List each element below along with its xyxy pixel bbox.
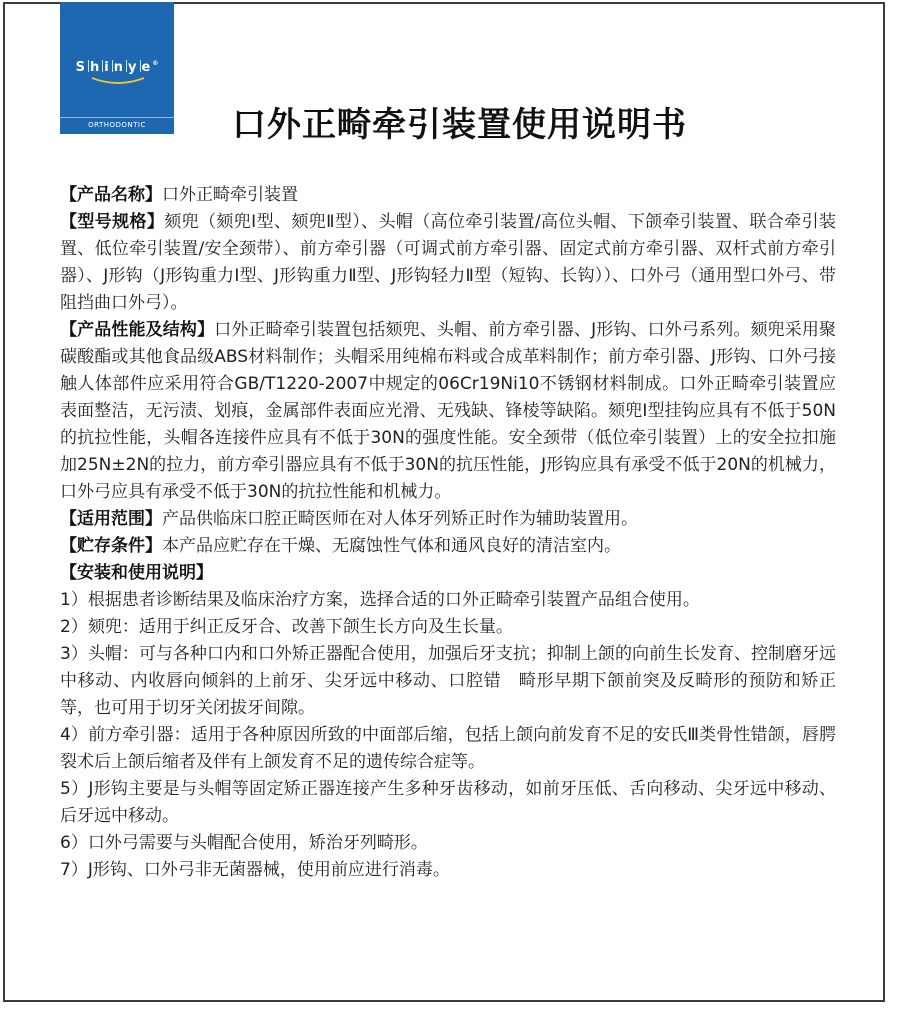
- logo-divider: [126, 60, 127, 72]
- section-text: 产品供临床口腔正畸医师在对人体牙列矫正时作为辅助装置用。: [162, 509, 638, 529]
- section-text: 口外正畸牵引装置包括颏兜、头帽、前方牵引器、J形钩、口外弓系列。颏兜采用聚碳酸酯或其他食品级ABS材料制作；头帽采用纯棉布料或合成革料制作；前方牵引器、J形钩、口外弓接触人体部件应采用符合GB/T1220-2007中规定的06Cr19Ni10不锈钢材料制成。口外正畸牵引装置应表面整洁，无污渍、划痕，金属部件表面应光滑、无残缺、锋棱等缺陷。颏兜Ⅰ型挂钩应具有不低于50N的抗拉性能，头帽各连接件应具有不低于30N的强度性能。安全颈带（低位牵引装置）上的安全拉扣施加25N±2N的拉力，前方牵引器应具有不低于30N的抗压性能，J形钩应具有承受不低于20N的机械力，口外弓应具有承受不低于30N的抗拉性能和机械力。: [60, 320, 837, 502]
- section-text: 颏兜（颏兜Ⅰ型、颏兜Ⅱ型）、头帽（高位牵引装置/高位头帽、下颌牵引装置、联合牵引装置、低位牵引装置/安全颈带）、前方牵引器（可调式前方牵引器、固定式前方牵引器、双杆式前方牵引器）、J形钩（J形钩重力Ⅰ型、J形钩重力Ⅱ型、J形钩轻力Ⅱ型（短钩、长钩））、口外弓（通用型口外弓、带阻挡曲口外弓）。: [60, 212, 837, 313]
- logo-wordmark: [60, 60, 174, 75]
- logo-letter: y: [128, 60, 139, 75]
- instruction-item: 7）J形钩、口外弓非无菌器械，使用前应进行消毒。: [60, 860, 450, 880]
- instruction-item: 3）头帽：可与各种口内和口外矫正器配合使用，加强后牙支抗；抑制上颌的向前生长发育、控制磨牙远中移动、内收唇向倾斜的上前牙、尖牙远中移动、口腔错 畸形早期下颌前突及反畸形的预防和矫正等，也可用于切牙关闭拔牙间隙。: [60, 644, 836, 718]
- section-label: 【型号规格】: [60, 212, 165, 232]
- instruction-item: 6）口外弓需要与头帽配合使用，矫治牙列畸形。: [60, 833, 428, 853]
- section-label: 【产品性能及结构】: [60, 320, 215, 340]
- logo-divider: [112, 60, 113, 72]
- page-title: 口外正畸牵引装置使用说明书: [232, 105, 687, 145]
- logo-letter: i: [104, 60, 111, 75]
- section-model-spec: [60, 209, 836, 317]
- section-performance-structure: [60, 317, 836, 506]
- logo-letter: e: [141, 60, 153, 75]
- section-label: 【适用范围】: [60, 509, 162, 529]
- section-storage: [60, 533, 836, 560]
- logo-subtitle: ORTHODONTIC: [60, 117, 174, 134]
- section-label: 【安装和使用说明】: [60, 563, 213, 583]
- logo-divider: [102, 60, 103, 72]
- section-product-name: [60, 182, 836, 209]
- instruction-item: 2）颏兜：适用于纠正反牙合、改善下颌生长方向及生长量。: [60, 617, 513, 637]
- section-label: 【产品名称】: [60, 185, 162, 205]
- logo-divider: [140, 60, 141, 72]
- logo-letter: n: [113, 60, 126, 75]
- instruction-item: 5）J形钩主要是与头帽等固定矫正器连接产生多种牙齿移动，如前牙压低、舌向移动、尖牙远中移动、后牙远中移动。: [60, 779, 836, 826]
- document-body: [60, 182, 836, 884]
- brand-logo: [60, 2, 174, 134]
- logo-divider: [88, 60, 89, 72]
- section-label: 【贮存条件】: [60, 536, 162, 556]
- logo-letter: h: [90, 60, 102, 75]
- trademark-symbol: ®: [152, 60, 159, 67]
- section-text: 本产品应贮存在干燥、无腐蚀性气体和通风良好的清洁室内。: [162, 536, 621, 556]
- section-text: 口外正畸牵引装置: [162, 185, 298, 205]
- instruction-item: 1）根据患者诊断结果及临床治疗方案，选择合适的口外正畸牵引装置产品组合使用。: [60, 590, 700, 610]
- section-scope: [60, 506, 836, 533]
- smile-icon: [90, 76, 146, 86]
- logo-letter: S: [75, 60, 88, 75]
- section-instructions-heading: [60, 560, 836, 587]
- instruction-item: 4）前方牵引器：适用于各种原因所致的中面部后缩，包括上颌向前发育不足的安氏Ⅲ类骨性错颌，唇腭裂术后上颌后缩者及伴有上颌发育不足的遗传综合症等。: [60, 725, 836, 772]
